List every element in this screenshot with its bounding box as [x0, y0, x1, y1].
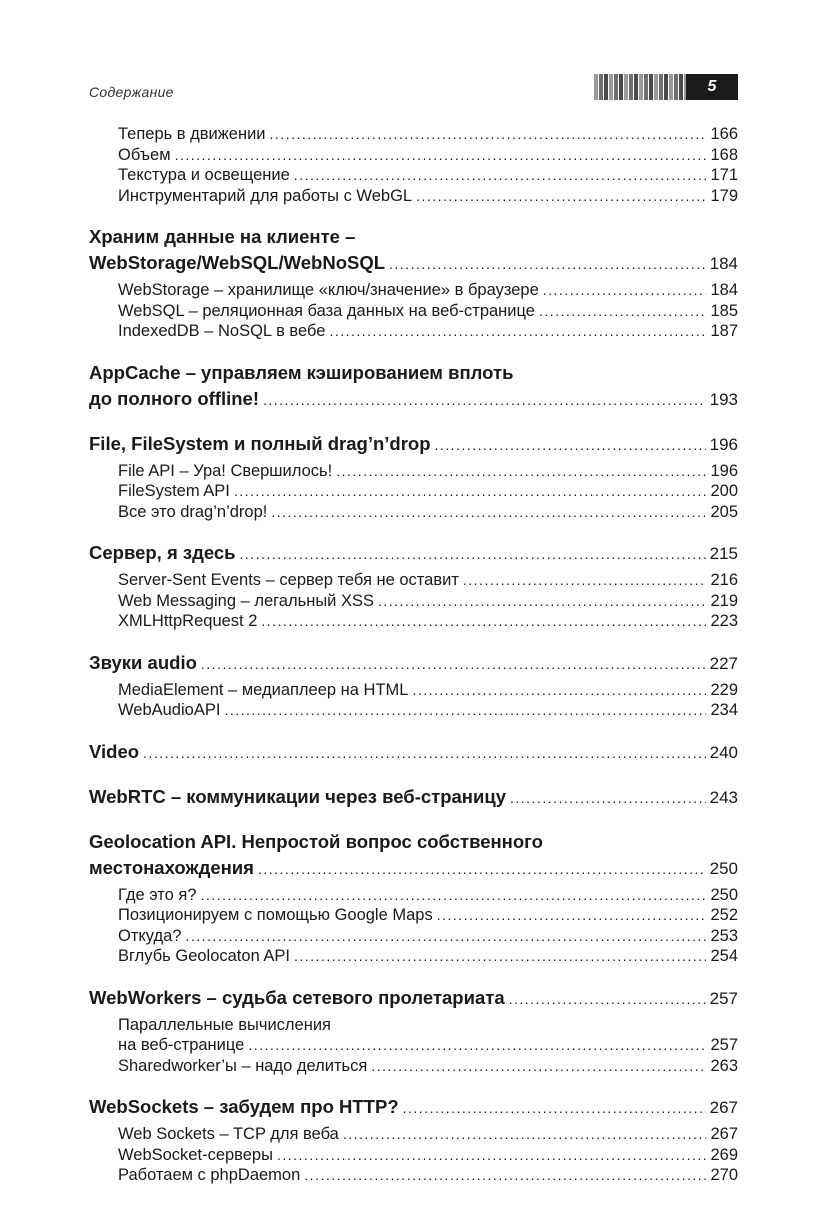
subsection-list — [89, 570, 738, 632]
chapter-title: Звуки audio — [89, 651, 197, 673]
page-number: 5 — [686, 74, 738, 100]
toc-section — [89, 985, 738, 1077]
subsection-title: FileSystem API — [118, 482, 230, 500]
chapter-row — [89, 985, 738, 1012]
subsection-title: Web Messaging – легальный XSS — [118, 591, 374, 610]
toc-section — [89, 1094, 738, 1186]
toc-section — [89, 431, 738, 523]
toc-section — [89, 784, 738, 811]
dot-leader — [543, 280, 707, 301]
subsection-page: 267 — [710, 1125, 738, 1143]
subsection-title: Теперь в движении — [118, 125, 266, 143]
dot-leader — [294, 946, 706, 967]
dot-leader — [261, 611, 706, 632]
chapter-page: 193 — [709, 389, 738, 409]
subsection-row — [118, 591, 738, 612]
dot-leader — [270, 124, 707, 145]
subsection-title: WebStorage – хранилище «ключ/значение» в браузере — [118, 281, 539, 299]
dot-leader — [258, 856, 706, 882]
chapter-page: 267 — [709, 1098, 738, 1117]
subsection-page: 254 — [710, 947, 738, 965]
subsection-title: на веб-странице — [118, 1036, 245, 1054]
subsection-title-line1: Параллельные вычисления — [118, 1015, 331, 1034]
dot-leader — [403, 1095, 706, 1121]
subsection-page: 184 — [710, 281, 738, 299]
subsection-row — [118, 570, 738, 591]
subsection-list — [89, 124, 738, 206]
subsection-row — [118, 301, 738, 322]
dot-leader — [185, 926, 706, 947]
subsection-page: 200 — [710, 482, 738, 500]
dot-leader — [463, 570, 707, 591]
chapter-title-line1: AppCache – управляем кэшированием вплоть — [89, 361, 514, 383]
chapter-title: Сервер, я здесь — [89, 542, 236, 563]
chapter-page: 257 — [709, 988, 738, 1008]
chapter-page: 227 — [709, 653, 738, 673]
chapter-row — [89, 386, 738, 413]
dot-leader — [143, 740, 706, 766]
dot-leader — [435, 432, 706, 458]
subsection-title: Web Sockets – TCP для веба — [118, 1125, 339, 1143]
subsection-row — [118, 481, 738, 502]
dot-leader — [343, 1124, 707, 1145]
subsection-list — [89, 1015, 738, 1077]
subsection-page: 168 — [710, 145, 738, 164]
page-number-stripes — [594, 74, 686, 100]
dot-leader — [271, 502, 706, 523]
subsection-list — [89, 885, 738, 967]
toc-section — [89, 360, 738, 413]
subsection-title: MediaElement – медиаплеер на HTML — [118, 680, 409, 699]
subsection-title: Позиционируем с помощью Google Maps — [118, 906, 433, 924]
dot-leader — [263, 387, 706, 413]
subsection-title: WebSocket-серверы — [118, 1145, 273, 1164]
subsection-row — [118, 1124, 738, 1145]
subsection-page: 223 — [710, 612, 738, 630]
chapter-page: 250 — [709, 858, 738, 878]
subsection-row — [118, 905, 738, 926]
dot-leader — [234, 481, 707, 502]
subsection-page: 171 — [710, 166, 738, 184]
chapter-row — [89, 1094, 738, 1121]
subsection-page: 253 — [710, 926, 738, 945]
subsection-list — [89, 1124, 738, 1186]
subsection-row — [118, 165, 738, 186]
subsection-title: File API – Ура! Свершилось! — [118, 461, 333, 480]
subsection-row — [118, 926, 738, 947]
dot-leader — [378, 591, 706, 612]
dot-leader — [294, 165, 707, 186]
chapter-title: WebSockets – забудем про HTTP? — [89, 1096, 399, 1117]
dot-leader — [437, 905, 707, 926]
subsection-list — [89, 280, 738, 342]
chapter-title: Video — [89, 740, 140, 762]
running-header-title: Содержание — [89, 84, 174, 100]
subsection-page: 234 — [710, 701, 738, 719]
dot-leader — [248, 1035, 706, 1056]
subsection-row — [118, 186, 738, 207]
chapter-page: 215 — [709, 544, 738, 563]
toc-section — [89, 124, 738, 206]
subsection-page: 269 — [710, 1145, 738, 1164]
chapter-page: 243 — [709, 787, 738, 807]
dot-leader — [277, 1145, 707, 1166]
subsection-row — [118, 946, 738, 967]
chapter-row — [89, 855, 738, 882]
subsection-title: Текстура и освещение — [118, 166, 290, 184]
dot-leader — [175, 145, 707, 166]
subsection-title: Откуда? — [118, 926, 182, 945]
subsection-title: Sharedworker’ы – надо делиться — [118, 1056, 368, 1075]
subsection-title: Server-Sent Events – сервер тебя не оставит — [118, 571, 459, 589]
subsection-row — [118, 1056, 738, 1077]
dot-leader — [509, 986, 706, 1012]
subsection-title: Объем — [118, 145, 171, 164]
toc-section — [89, 540, 738, 632]
subsection-row — [118, 611, 738, 632]
subsection-row — [118, 680, 738, 701]
subsection-page: 270 — [710, 1166, 738, 1184]
subsection-title: WebAudioAPI — [118, 701, 221, 719]
dot-leader — [510, 785, 706, 811]
chapter-row — [89, 250, 738, 277]
chapter-title: WebWorkers – судьба сетевого пролетариата — [89, 986, 505, 1008]
chapter-page: 196 — [709, 434, 738, 454]
dot-leader — [224, 700, 706, 721]
chapter-title: File, FileSystem и полный drag’n’drop — [89, 432, 431, 454]
toc-section — [89, 739, 738, 766]
subsection-page: 252 — [710, 906, 738, 924]
subsection-row — [118, 280, 738, 301]
chapter-title: WebRTC – коммуникации через веб-страницу — [89, 785, 507, 807]
subsection-list — [89, 680, 738, 721]
toc-section — [89, 829, 738, 967]
dot-leader — [336, 461, 706, 482]
page-number-block — [594, 74, 738, 100]
chapter-title-line1: Geolocation API. Непростой вопрос собственного — [89, 830, 543, 852]
chapter-title-line1: Храним данные на клиенте – — [89, 226, 356, 247]
table-of-contents — [89, 124, 738, 1204]
subsection-row — [118, 321, 738, 342]
chapter-title: до полного offline! — [89, 387, 259, 409]
dot-leader — [240, 541, 706, 567]
chapter-row — [89, 784, 738, 811]
subsection-row — [118, 145, 738, 166]
toc-section — [89, 650, 738, 721]
subsection-title: IndexedDB – NoSQL в вебе — [118, 322, 326, 340]
dot-leader — [389, 251, 706, 277]
subsection-list — [89, 461, 738, 523]
subsection-row — [118, 700, 738, 721]
subsection-row — [118, 885, 738, 906]
dot-leader — [201, 885, 707, 906]
subsection-page: 205 — [710, 502, 738, 521]
dot-leader — [539, 301, 707, 322]
toc-section — [89, 224, 738, 342]
subsection-title: Работаем с phpDaemon — [118, 1166, 301, 1184]
chapter-page: 184 — [709, 254, 738, 273]
subsection-page: 250 — [710, 885, 738, 904]
dot-leader — [412, 680, 706, 701]
subsection-title: XMLHttpRequest 2 — [118, 612, 258, 630]
subsection-page: 196 — [710, 461, 738, 480]
subsection-title: Где это я? — [118, 885, 197, 904]
subsection-page: 263 — [710, 1056, 738, 1075]
chapter-page: 240 — [709, 742, 738, 762]
subsection-page: 179 — [710, 186, 738, 205]
chapter-row — [89, 540, 738, 567]
subsection-row — [118, 502, 738, 523]
dot-leader — [371, 1056, 706, 1077]
chapter-row — [89, 739, 738, 766]
chapter-row — [89, 431, 738, 458]
subsection-page: 187 — [710, 322, 738, 340]
dot-leader — [201, 651, 706, 677]
subsection-title: WebSQL – реляционная база данных на веб-странице — [118, 301, 535, 320]
subsection-row — [118, 1035, 738, 1056]
subsection-page: 185 — [710, 301, 738, 320]
subsection-page: 216 — [710, 571, 738, 589]
subsection-page: 229 — [710, 680, 738, 699]
dot-leader — [416, 186, 706, 207]
dot-leader — [329, 321, 706, 342]
chapter-title: местонахождения — [89, 856, 254, 878]
subsection-page: 166 — [710, 125, 738, 143]
subsection-row — [118, 1165, 738, 1186]
chapter-title: WebStorage/WebSQL/WebNoSQL — [89, 252, 386, 273]
subsection-title: Вглубь Geolocaton API — [118, 947, 291, 965]
subsection-row — [118, 1145, 738, 1166]
subsection-title: Инструментарий для работы с WebGL — [118, 186, 413, 205]
subsection-page: 219 — [710, 591, 738, 610]
dot-leader — [304, 1165, 706, 1186]
chapter-row — [89, 650, 738, 677]
subsection-title: Все это drag’n’drop! — [118, 502, 268, 521]
subsection-row — [118, 124, 738, 145]
subsection-page: 257 — [710, 1036, 738, 1054]
subsection-row — [118, 461, 738, 482]
